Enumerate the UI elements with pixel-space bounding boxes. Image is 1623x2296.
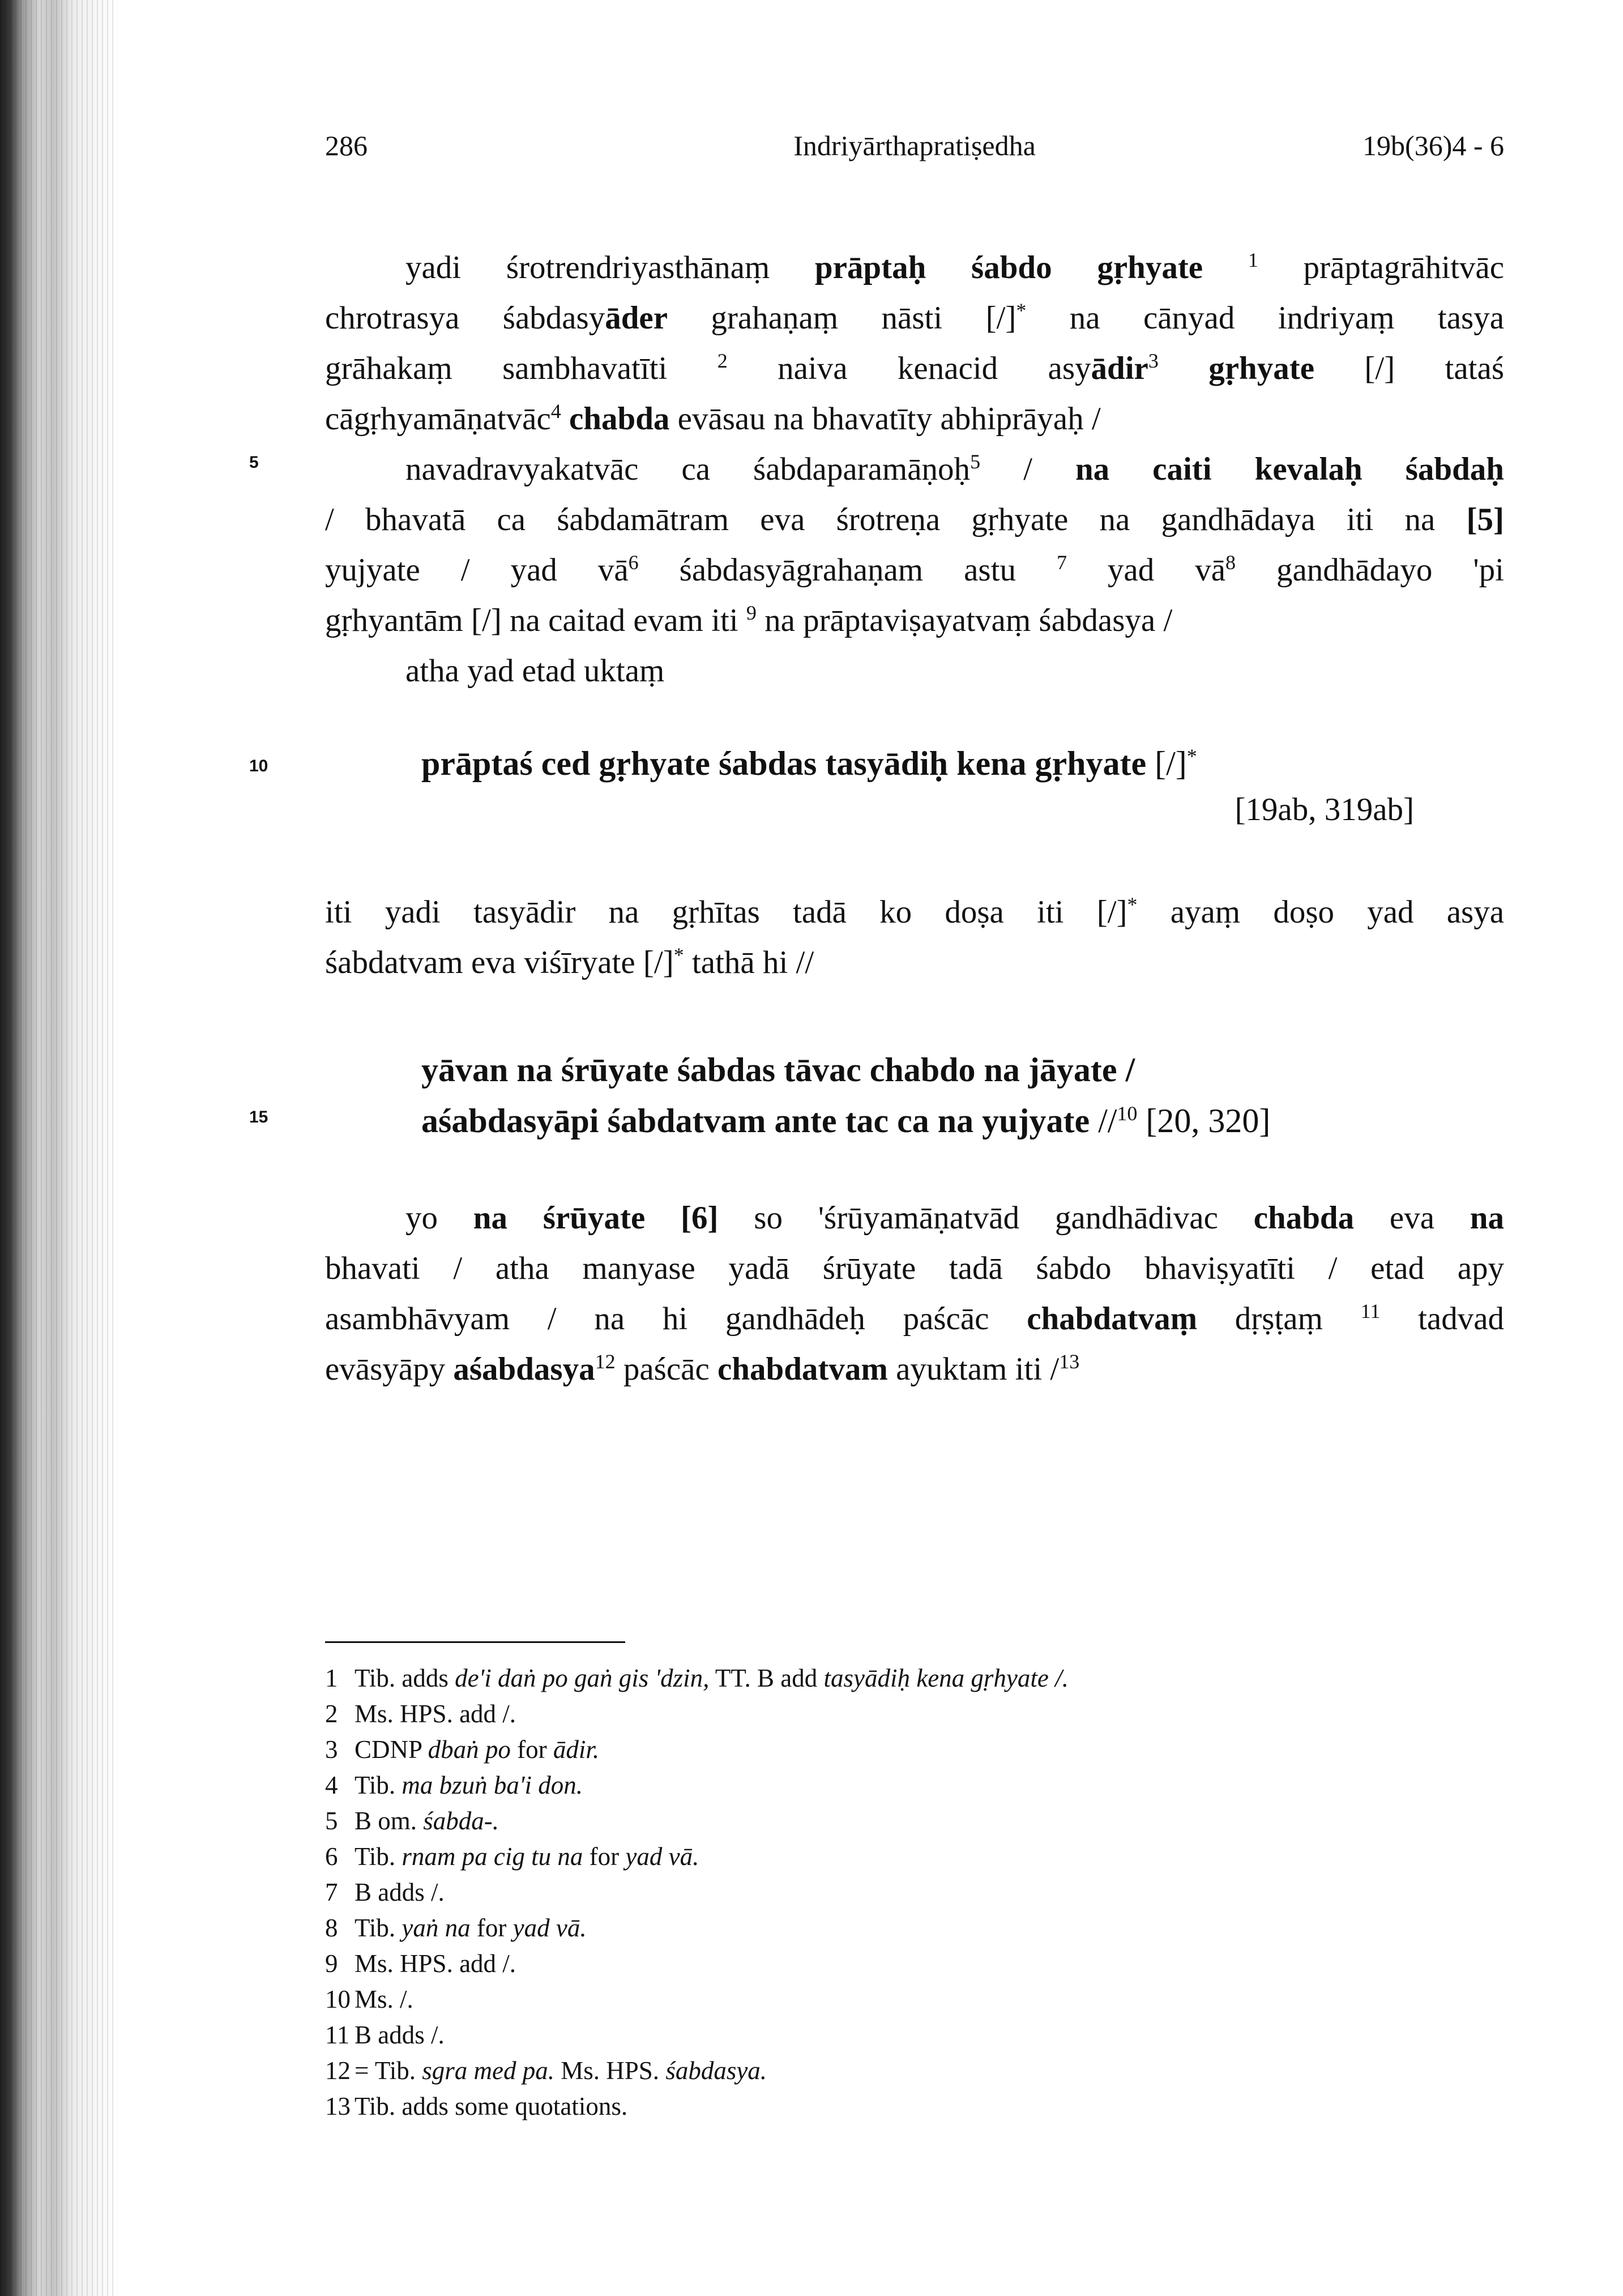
text-line: yujyate / yad $vā^6$ śabdasyāgrahaṇam astu $^7$ yad $vā^8$ gandhādayo 'pi [325,551,1504,588]
text-line: grāhakaṃ sambhavatīti $^2$ naiva kenacid asyādir$^3$ gṛhyate [/] tataś [325,349,1504,386]
text-line: navadravyakatvāc ca śabdaparamāṇoḥ$^5$ / na caiti kevalaḥ śabdaḥ [405,450,1504,487]
paragraph-2 [325,887,1504,988]
text-line: śabdatvam eva viśīryate [/]* tathā hi // [325,944,814,980]
footnote: 10 Ms. /. [325,1985,413,2013]
footnote: 4 Tib. ma bzuṅ ba'i don. [325,1771,583,1799]
footnote: 5 B om. śabda-. [325,1807,499,1835]
text-line: evāsyāpy aśabdasya$^{12}$ paścāc chabdatvam ayuktam iti /$^{13}$ [325,1350,1080,1387]
text-line: bhavati / atha manyase yadā śrūyate tadā śabdo bhaviṣyatīti / etad apy [325,1251,1504,1286]
footnote: 9 Ms. HPS. add /. [325,1949,516,1978]
verse-line: aśabdasyāpi śabdatvam ante tac ca na yujyate [421,1102,1090,1140]
verse-reference: [20, 320] [1137,1102,1271,1140]
folio-reference: 19b(36)4 - 6 [1363,130,1504,161]
verse-text: prāptaś ced gṛhyate śabdas tasyādiḥ kena gṛhyate [421,745,1147,782]
footnote: 2 Ms. HPS. add /. [325,1700,516,1728]
verse-19ab: prāptaś ced gṛhyate śabdas tasyādiḥ kena gṛhyate [/]* [421,745,1197,782]
footnote: 12 = Tib. sgra med pa. Ms. HPS. śabdasya. [325,2056,767,2085]
text-line: yo na śrūyate [6] so 'śrūyamāṇatvād gandhādivac chabda eva na [405,1200,1504,1236]
footnote: 11 B adds /. [325,2021,445,2049]
text-line: chrotrasya śabdasyāder grahaṇaṃ nāsti [/]* na cānyad indriyaṃ tasya [325,299,1505,336]
footnotes [325,1661,1069,2124]
text-line: atha yad etad uktaṃ [405,653,665,689]
line-number-5: 5 [249,453,259,472]
verse-20: yāvan na śrūyate śabdas tāvac chabdo na jāyate / aśabdasyāpi śabdatvam ante tac ca na yujyate //$^{10}$ [20, 320] [421,1051,1271,1140]
verse-line: yāvan na śrūyate śabdas tāvac chabdo na jāyate / [421,1051,1135,1089]
verse-reference: [19ab, 319ab] [1235,792,1414,827]
text-line: cāgṛhyamāṇatvāc$^4$ chabda evāsau na bhavatīty abhiprāyaḥ / [325,400,1101,437]
footnote: 8 Tib. yaṅ na for yad vā. [325,1914,587,1942]
footnote-rule [325,1641,625,1643]
text-line: asambhāvyam / na hi gandhādeḥ paścāc chabdatvaṃ dṛṣṭaṃ $^{11}$ tadvad [325,1300,1505,1337]
running-head [325,129,1504,169]
text-line: iti yadi tasyādir na gṛhītas tadā ko doṣa iti [/]* ayaṃ doṣo yad asya [325,893,1504,930]
footnote: 1 Tib. adds de'i daṅ po gaṅ gis 'dzin, TT. B add tasyādiḥ kena gṛhyate /. [325,1664,1069,1692]
footnote: 13 Tib. adds some quotations. [325,2092,628,2120]
page-number: 286 [325,130,368,161]
text-line: / bhavatā ca śabdamātram eva śrotreṇa gṛhyate na gandhādaya iti na [5] [325,502,1504,537]
paragraph-3 [325,1193,1504,1394]
footnote: 6 Tib. rnam pa cig tu na for yad vā. [325,1842,699,1871]
text-line: gṛhyantām [/] na caitad evam iti $^9$ na prāptaviṣayatvaṃ śabdasya / [325,601,1173,638]
paragraph-1 [325,242,1504,696]
line-number-15: 15 [249,1108,268,1126]
line-number-10: 10 [249,757,268,775]
footnote: 3 CDNP dbaṅ po for ādir. [325,1735,600,1764]
page-stack-edges [0,0,113,2296]
running-title: Indriyārthapratiṣedha [793,130,1036,161]
footnote: 7 B adds /. [325,1878,445,1906]
text-line: yadi śrotrendriyasthānaṃ prāptaḥ śabdo gṛhyate $^1$ prāptagrāhitvāc [405,249,1505,285]
